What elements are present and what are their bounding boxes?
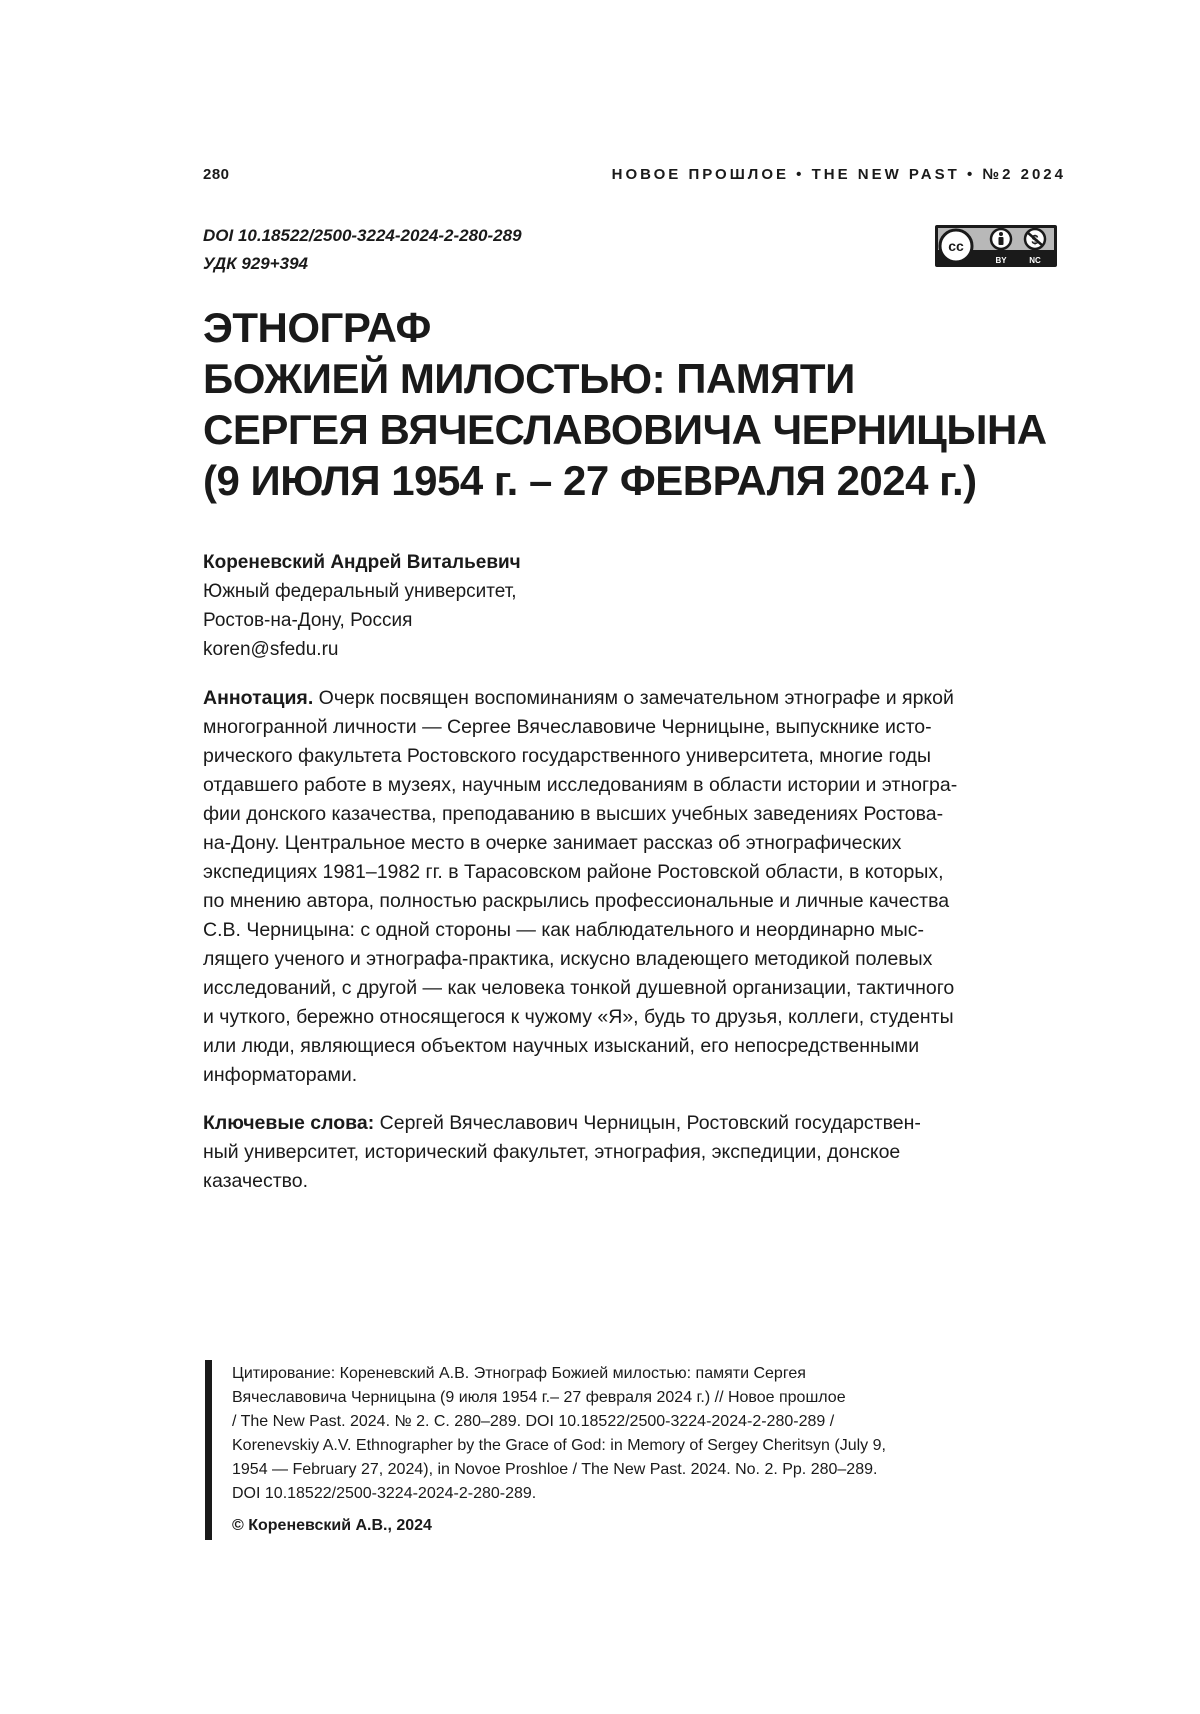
author-location: Ростов-на-Дону, Россия xyxy=(203,606,521,635)
citation-line: 1954 — February 27, 2024), in Novoe Proshloe / The New Past. 2024. No. 2. Pp. 280–289. xyxy=(232,1458,952,1482)
running-head: НОВОЕ ПРОШЛОЕ • THE NEW PAST • №2 2024 xyxy=(612,166,1066,183)
abstract-line: отдавшего работе в музеях, научным исследованиям в области истории и этногра- xyxy=(203,771,1063,800)
abstract-line: на-Дону. Центральное место в очерке занимает рассказ об этнографических xyxy=(203,829,1063,858)
abstract-line: Аннотация. Очерк посвящен воспоминаниям о замечательном этнографе и яркой xyxy=(203,684,1063,713)
abstract-line: фии донского казачества, преподаванию в высших учебных заведениях Ростова- xyxy=(203,800,1063,829)
abstract xyxy=(203,684,1063,1090)
citation-line: Вячеславовича Черницына (9 июля 1954 г.– 27 февраля 2024 г.) // Новое прошлое xyxy=(232,1386,952,1410)
cc-text: cc xyxy=(948,238,964,254)
abstract-line: исследований, с другой — как человека тонкой душевной организации, тактичного xyxy=(203,974,1063,1003)
author-affiliation: Южный федеральный университет, xyxy=(203,577,521,606)
abstract-label: Аннотация. xyxy=(203,687,313,709)
cc-by-nc-license-icon[interactable] xyxy=(934,224,1058,268)
abstract-line: лящего ученого и этнографа-практика, искусно владеющего методикой полевых xyxy=(203,945,1063,974)
by-label: BY xyxy=(995,256,1007,265)
keywords-line: ный университет, исторический факультет, этнография, экспедиции, донское xyxy=(203,1138,1063,1167)
abstract-line: или люди, являющиеся объектом научных изысканий, его непосредственными xyxy=(203,1032,1063,1061)
abstract-line: многогранной личности — Сергее Вячеславовиче Черницыне, выпускнике исто- xyxy=(203,713,1063,742)
keywords-line: казачество. xyxy=(203,1167,1063,1196)
abstract-line: С.В. Черницына: с одной стороны — как наблюдательного и неординарно мыс- xyxy=(203,916,1063,945)
article-meta xyxy=(203,222,522,278)
abstract-line: по мнению автора, полностью раскрылись профессиональные и личные качества xyxy=(203,887,1063,916)
keywords-label: Ключевые слова: xyxy=(203,1112,374,1134)
copyright: © Кореневский А.В., 2024 xyxy=(232,1514,432,1538)
keywords-line: Ключевые слова: Сергей Вячеславович Черницын, Ростовский государствен- xyxy=(203,1109,1063,1138)
abstract-line: информаторами. xyxy=(203,1061,1063,1090)
author-email[interactable]: koren@sfedu.ru xyxy=(203,635,521,664)
title-line: БОЖИЕЙ МИЛОСТЬЮ: ПАМЯТИ xyxy=(203,353,1063,404)
nc-label: NC xyxy=(1029,256,1041,265)
abstract-line: экспедициях 1981–1982 гг. в Тарасовском районе Ростовской области, в которых, xyxy=(203,858,1063,887)
udk: УДК 929+394 xyxy=(203,250,522,278)
abstract-line: и чуткого, бережно относящегося к чужому «Я», будь то друзья, коллеги, студенты xyxy=(203,1003,1063,1032)
citation-line: Korenevskiy A.V. Ethnographer by the Grace of God: in Memory of Sergey Cheritsyn (July 9, xyxy=(232,1434,952,1458)
doi[interactable]: DOI 10.18522/2500-3224-2024-2-280-289 xyxy=(203,222,522,250)
author-block xyxy=(203,548,521,664)
citation-line: Цитирование: Кореневский А.В. Этнограф Божией милостью: памяти Сергея xyxy=(232,1362,952,1386)
title-line: ЭТНОГРАФ xyxy=(203,302,1063,353)
citation-line: DOI 10.18522/2500-3224-2024-2-280-289. xyxy=(232,1482,952,1506)
title-line: (9 ИЮЛЯ 1954 г. – 27 ФЕВРАЛЯ 2024 г.) xyxy=(203,455,1063,506)
article-title xyxy=(203,302,1063,506)
citation-line: / The New Past. 2024. № 2. С. 280–289. DOI 10.18522/2500-3224-2024-2-280-289 / xyxy=(232,1410,952,1434)
citation-block xyxy=(232,1362,952,1506)
page-number: 280 xyxy=(203,166,230,183)
abstract-line: рического факультета Ростовского государственного университета, многие годы xyxy=(203,742,1063,771)
title-line: СЕРГЕЯ ВЯЧЕСЛАВОВИЧА ЧЕРНИЦЫНА xyxy=(203,404,1063,455)
citation-rule xyxy=(205,1360,212,1540)
keywords xyxy=(203,1109,1063,1196)
author-name: Кореневский Андрей Витальевич xyxy=(203,548,521,577)
